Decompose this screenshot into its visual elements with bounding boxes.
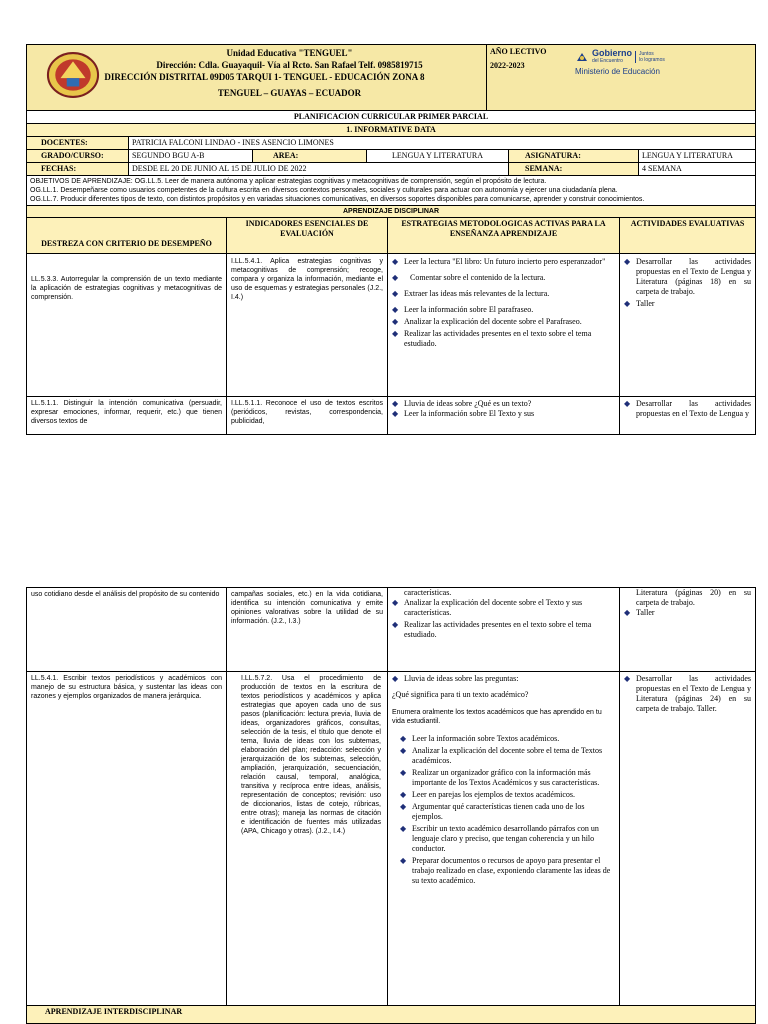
row3-actividades xyxy=(620,672,756,1006)
row2b-indicador: campañas sociales, etc.) en la vida cotidiana, identifica su intención comunicativa y emite opiniones valorativas sobre la utilidad de su información. (J.2., I.3.) xyxy=(227,588,388,672)
gov-sub: del Encuentro xyxy=(592,58,623,64)
row2-estrategias xyxy=(388,397,620,435)
year-value: 2022-2023 xyxy=(490,61,525,70)
fechas-value: DESDE EL 20 DE JUNIO AL 15 DE JULIO DE 2022 xyxy=(129,163,509,176)
semana-value: 4 SEMANA xyxy=(639,163,756,176)
list-item: ◆ Analizar la explicación del docente sobre el Texto y sus características. xyxy=(392,598,583,617)
school-location: TENGUEL – GUAYAS – ECUADOR xyxy=(217,88,362,98)
row1-estrategias xyxy=(388,254,620,397)
gov-emblem-icon xyxy=(575,51,589,63)
col-destreza: DESTREZA CON CRITERIO DE DESEMPEÑO xyxy=(27,218,227,254)
row1-actividades-list xyxy=(624,257,751,309)
fechas-label: FECHAS: xyxy=(27,163,129,176)
list-item: ◆ Comentar sobre el contenido de la lectura. xyxy=(392,273,546,282)
interdisciplinar-title: APRENDIZAJE INTERDISCIPLINAR xyxy=(27,1006,756,1024)
year-label: AÑO LECTIVO xyxy=(490,47,547,56)
row1-actividades xyxy=(620,254,756,397)
semana-label: SEMANA: xyxy=(509,163,639,176)
grado-label: GRADO/CURSO: xyxy=(27,150,129,163)
row3-estrategias-first xyxy=(392,674,615,684)
school-address: Dirección: Cdla. Guayaquil- Vía al Rcto. San Rafael Telf. 0985819715 xyxy=(156,60,423,70)
row2b-destreza: uso cotidiano desde el análisis del propósito de su contenido xyxy=(27,588,227,672)
list-item: ◆ Desarrollar las actividades propuestas en el Texto de Lengua y xyxy=(624,399,751,418)
asignatura-value: LENGUA Y LITERATURA xyxy=(639,150,756,163)
aprendizaje-disciplinar-title: APRENDIZAJE DISCIPLINAR xyxy=(27,206,756,218)
list-item: ◆ Realizar las actividades presentes en el texto sobre el tema estudiado. xyxy=(392,329,592,348)
row2b-estrategias-cont: características. xyxy=(404,588,452,597)
objective-3: OG.LL.7. Producir diferentes tipos de texto, con distintos propósitos y en variadas situaciones comunicativas, en diversos soportes disponibles para comunicarse, aprender y construir conocimientos. xyxy=(30,196,645,203)
row2b-actividades xyxy=(620,588,756,672)
plan-table-page1 xyxy=(26,217,756,435)
row2b-estrategias-list xyxy=(392,598,615,640)
list-item: ◆ Analizar la explicación del docente sobre el tema de Textos académicos. xyxy=(400,746,603,765)
year-cell xyxy=(487,45,756,111)
col-indicadores: INDICADORES ESENCIALES DE EVALUACIÓN xyxy=(227,218,388,254)
section-title: 1. INFORMATIVE DATA xyxy=(27,124,756,137)
list-item: ◆ Leer la lectura "El libro: Un futuro incierto pero esperanzador" xyxy=(392,257,606,266)
row3-estrategias xyxy=(388,672,620,1006)
gov-tag-1: Juntos xyxy=(639,50,654,57)
row3-destreza: LL.5.4.1. Escribir textos periodísticos y académicos con manejo de su estructura básica, y sustentar las ideas con razones y ejemplos organizados de manera jerárquica. xyxy=(27,672,227,1006)
objectives-block xyxy=(27,176,756,206)
docentes-value: PATRICIA FALCONI LINDAO - INES ASENCIO LIMONES xyxy=(129,137,756,150)
institution-header xyxy=(27,45,487,111)
docentes-label: DOCENTES: xyxy=(27,137,129,150)
list-item: ◆ Leer en parejas los ejemplos de textos académicos. xyxy=(400,790,576,799)
area-value: LENGUA Y LITERATURA xyxy=(367,150,509,163)
asignatura-label: ASIGNATURA: xyxy=(509,150,639,163)
list-item: ◆ Desarrollar las actividades propuestas en el Texto de Lengua y Literatura (páginas 18) en su carpeta de trabajo. xyxy=(624,257,751,296)
list-item: ◆ Escribir un texto académico desarrollando párrafos con un lenguaje claro y preciso, que tengan coherencia y un hilo conductor. xyxy=(400,824,599,853)
list-item: ◆ Desarrollar las actividades propuestas en el Texto de Lengua y Literatura (páginas 24) en su carpeta de trabajo. Taller. xyxy=(624,674,751,713)
plan-title: PLANIFICACION CURRICULAR PRIMER PARCIAL xyxy=(27,111,756,124)
government-logo xyxy=(575,49,695,77)
list-item: ◆ Taller xyxy=(624,608,655,617)
school-seal-icon xyxy=(45,51,101,99)
gov-brand: Gobierno xyxy=(592,48,632,58)
row2-indicador: I.LL.5.1.1. Reconoce el uso de textos escritos (periódicos, revistas, correspondencia, publicidad, xyxy=(227,397,388,435)
list-item: ◆ Leer la información sobre El Texto y sus xyxy=(392,409,535,418)
list-item: ◆ Realizar un organizador gráfico con la información más importante de los Textos Académicos y sus características. xyxy=(400,768,600,787)
row3-indicador: I.LL.5.7.2. Usa el procedimiento de producción de textos en la escritura de textos periodísticos y académicos y aplica estrategias que apoyen cada uno de sus pasos (planificación: lectura previa, lluvia de ideas, organizadores gráficos, consultas, selección de la tesis, el título que denote el tema, lluvia de ideas con los subtemas, elaboración del plan; redacción: selección y jerarquización de los subtemas, selección, ampliación, jerarquización, secuenciación, relación causal, temporal, analógica, transitiva y recíproca entre ideas, análisis, representación de conceptos; revisión: uso de diccionarios, listas de cotejo, rúbricas, entre otras); maneja las normas de citación e identificación de fuentes más utilizadas (APA, Chicago y otras). (J.2., I.4.) xyxy=(227,672,388,1006)
list-item: ◆ Taller xyxy=(624,299,655,308)
gov-tag-2: lo logramos xyxy=(639,56,665,63)
list-item: ◆ Argumentar qué características tienen cada uno de los ejemplos. xyxy=(400,802,585,821)
row3-question: ¿Qué significa para ti un texto académico? xyxy=(392,690,529,699)
list-item: ◆ Preparar documentos o recursos de apoyo para presentar el trabajo realizado en clase, exponiendo claramente las ideas de su texto académico. xyxy=(400,856,611,885)
grado-value: SEGUNDO BGU A-B xyxy=(129,150,253,163)
row2b-actividades-list xyxy=(624,608,751,618)
header-table xyxy=(26,44,756,111)
row2-destreza: LL.5.1.1. Distinguir la intención comunicativa (persuadir, expresar emociones, informar, requerir, etc.) que tienen diversos textos de xyxy=(27,397,227,435)
list-item: ◆ Analizar la explicación del docente sobre el Parafraseo. xyxy=(392,317,582,326)
row1-destreza-text: LL.5.3.3. Autorregular la comprensión de un texto mediante la aplicación de estrategias cognitivas y metacognitivas de comprensión. xyxy=(31,276,222,301)
row2-actividades xyxy=(620,397,756,435)
school-district: DIRECCIÓN DISTRITAL 09D05 TARQUI 1- TENGUEL - EDUCACIÓN ZONA 8 xyxy=(104,72,425,82)
list-item: ◆ Extraer las ideas más relevantes de la lectura. xyxy=(392,289,550,298)
objective-1: OBJETIVOS DE APRENDIZAJE: OG.LL.5. Leer de manera autónoma y aplicar estrategias cognitivas y metacognitivas de comprensión, según el propósito de lectura. xyxy=(30,178,547,185)
row2b-actividades-cont: Literatura (páginas 20) en su carpeta de trabajo. xyxy=(636,588,751,607)
list-item: ◆ Lluvia de ideas sobre las preguntas: xyxy=(392,674,519,683)
row2b-estrategias xyxy=(388,588,620,672)
page-2 xyxy=(26,587,755,1024)
row1-destreza xyxy=(27,254,227,397)
plan-table-page2 xyxy=(26,587,756,1024)
area-label: AREA: xyxy=(253,150,367,163)
row1-indicador: I.LL.5.4.1. Aplica estrategias cognitivas y metacognitivas de comprensión; recoge, compara y organiza la información, mediante el uso de esquemas y estrategias personales (J.2., I.4.) xyxy=(227,254,388,397)
list-item: ◆ Leer la información sobre El parafraseo. xyxy=(392,305,534,314)
ministry-name: Ministerio de Educación xyxy=(575,67,660,76)
objective-2: OG.LL.1. Desempeñarse como usuarios competentes de la cultura escrita en diversos contextos personales, sociales y culturales para actuar con autonomía y ejercer una ciudadanía plena. xyxy=(30,187,618,194)
row2-estrategias-list xyxy=(392,399,615,419)
col-actividades: ACTIVIDADES EVALUATIVAS xyxy=(620,218,756,254)
list-item: ◆ Lluvia de ideas sobre ¿Qué es un texto? xyxy=(392,399,532,408)
row3-actividades-list xyxy=(624,674,751,714)
info-table xyxy=(26,110,756,218)
row2-actividades-list xyxy=(624,399,751,419)
school-name: Unidad Educativa "TENGUEL" xyxy=(226,48,353,58)
list-item: ◆ Realizar las actividades presentes en el texto sobre el tema estudiado. xyxy=(392,620,592,639)
col-estrategias: ESTRATEGIAS METODOLOGICAS ACTIVAS PARA LA ENSEÑANZA APRENDIZAJE xyxy=(388,218,620,254)
list-item: ◆ Leer la información sobre Textos académicos. xyxy=(400,734,560,743)
row3-enumera: Enumera oralmente los textos académicos que has aprendido en tu vida estudiantil. xyxy=(392,709,602,725)
page-1 xyxy=(26,44,755,435)
row1-estrategias-list xyxy=(392,257,615,349)
row3-estrategias-list xyxy=(392,734,615,886)
